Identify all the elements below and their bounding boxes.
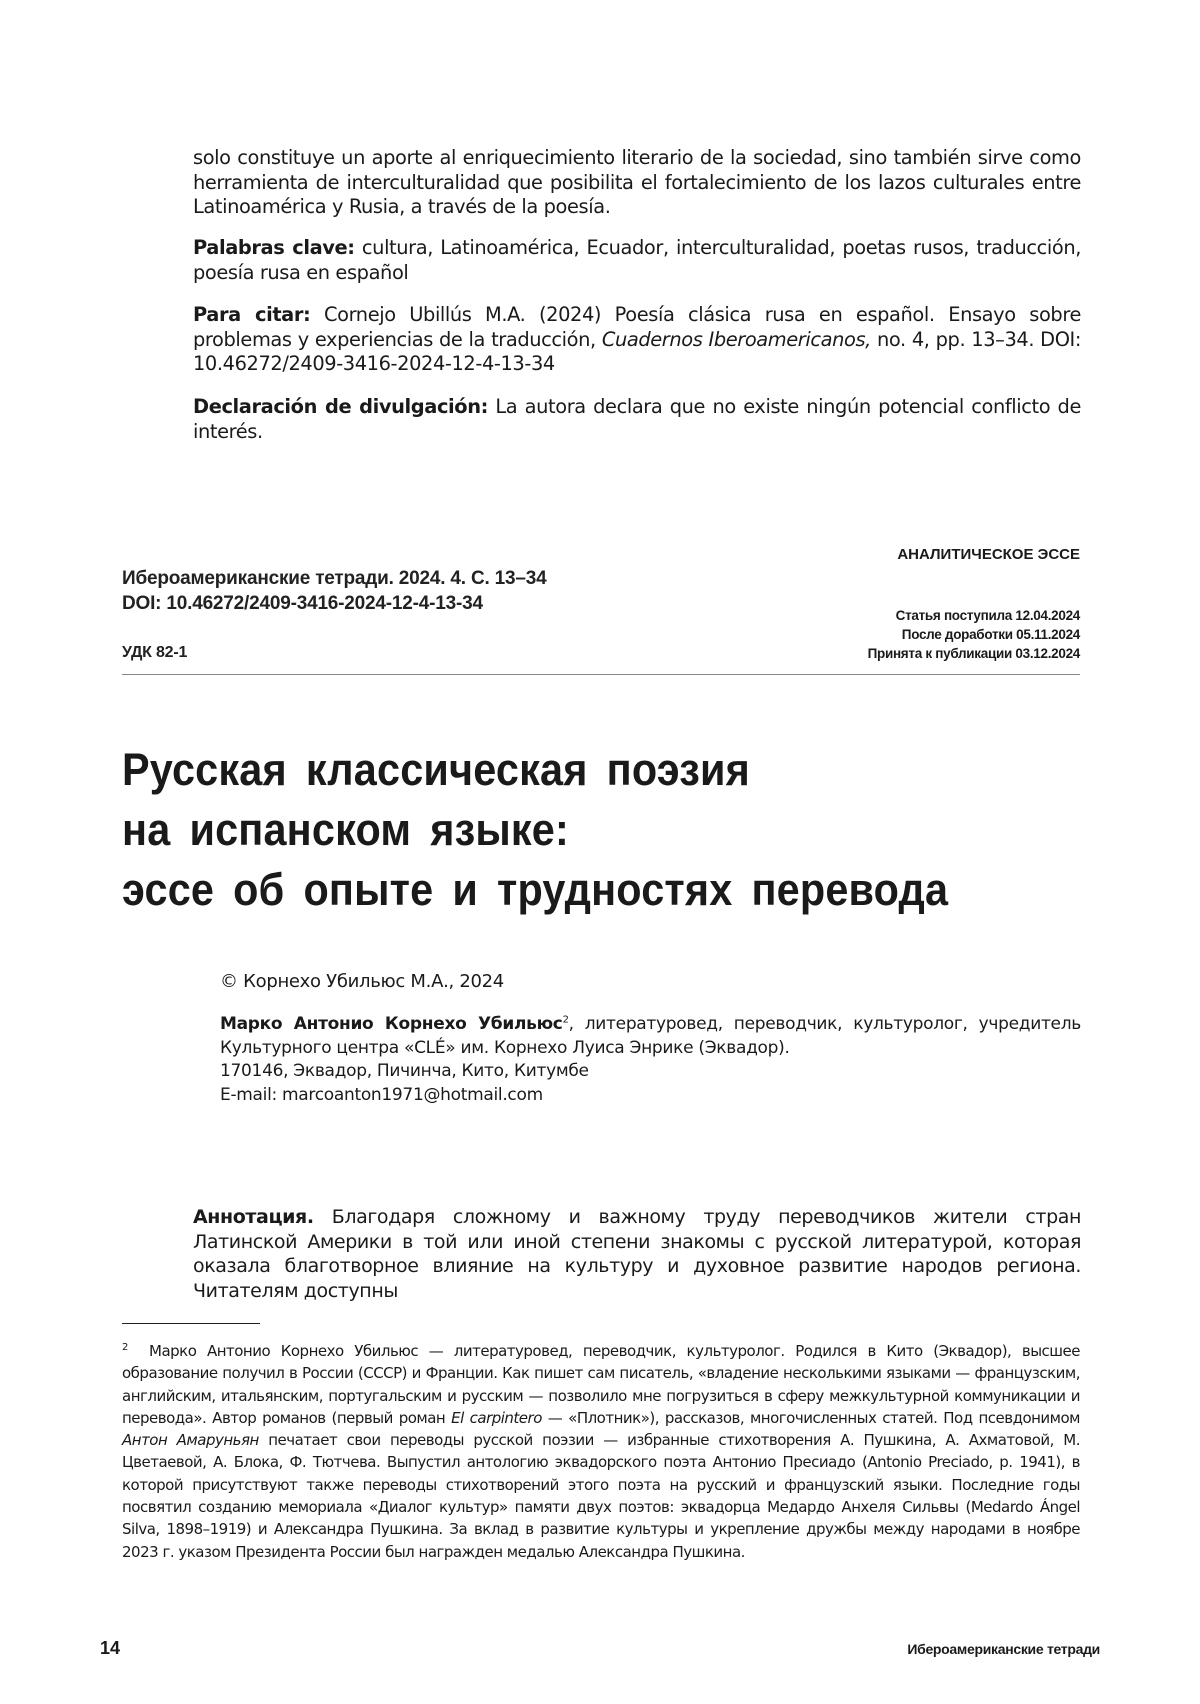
annotation-label: Аннотация. <box>193 1206 314 1228</box>
author-address: 170146, Эквадор, Пичинча, Кито, Китумбе <box>220 1061 589 1081</box>
abstract-es-tail: solo constituye un aporte al enriquecimiento literario de la sociedad, sino también sirve como herramienta de interculturalidad que posibilita el fortalecimiento de los lazos culturales entre Latinoamérica y Rusia, a través de la poesía. <box>193 146 1081 218</box>
keywords-es <box>193 236 1081 285</box>
author-name: Марко Антонио Корнехо Убильюс <box>220 1014 563 1034</box>
header-divider <box>122 674 1080 675</box>
author-email[interactable]: E-mail: marcoanton1971@hotmail.com <box>220 1085 543 1105</box>
footnote-mark: 2 <box>122 1342 128 1353</box>
disclosure-label: Declaración de divulgación: <box>193 395 488 418</box>
title-line-1: Русская классическая поэзия <box>122 744 751 795</box>
footnote: $^2$ Марко Антонио Корнехо Убильюс — литературовед, переводчик, культуролог. Родился в Кито (Эквадор), высшее образование получил в России (СССР) и Франции. Как пишет сам писатель, «владение несколькими языками — французским, английским, итальянским, португальским и русским — позволило мне погрузиться в сферу межкультурной коммуникации и перевода». Автор романов (первый роман El carpintero — «Плотник»), рассказов, многочисленных статей. Под псевдонимом Антон Амаруньян печатает свои переводы русской поэзии — избранные стихотворения А. Пушкина, А. Ахматовой, М. Цветаевой, А. Блока, Ф. Тютчева. Выпустил антологию эквадорского поэта Антонио Пресиадо (Antonio Preciado, р. 1941), в которой присутствуют также переводы стихотворений этого поэта на русский и французский языки. Последние годы посвятил созданию мемориала «Диалог культур» памяти двух поэтов: эквадорца Медардо Анхеля Сильвы (Medardo Ángel Silva, 1898–1919) и Александра Пушкина. За вклад в развитие культуры и укрепление дружбы между народами в ноябре 2023 г. указом Президента России был награжден медалью Александра Пушкина. <box>122 1342 1080 1561</box>
doi-reference: DOI: 10.46272/2409-3416-2024-12-4-13-34 <box>122 593 483 614</box>
disclosure-es <box>193 395 1081 444</box>
citation-label: Para citar: <box>193 303 311 326</box>
citation-es: Para citar: Cornejo Ubillús M.A. (2024) Poesía clásica rusa en español. Ensayo sobre problemas y experiencias de la traducción, Cuadernos Iberoamericanos, no. 4, pp. 13–34. DOI: 10.46272/2409-3416-2024-12-4-13-34 <box>193 303 1082 375</box>
page-number: 14 <box>100 1638 121 1658</box>
keywords-label: Palabras clave: <box>193 236 355 259</box>
udk-code: УДК 82-1 <box>122 644 188 661</box>
section-label: АНАЛИТИЧЕСКОЕ ЭССЕ <box>897 546 1080 563</box>
journal-name: Cuadernos Iberoamericanos, <box>601 327 871 351</box>
date-received: Статья поступила 12.04.2024 <box>895 608 1080 623</box>
disclosure-text: La autora declara que no existe ningún potencial conflicto de interés. <box>193 395 1081 443</box>
copyright-line: © Корнехо Убильюс М.А., 2024 <box>220 971 504 992</box>
title-line-3: эссе об опыте и трудностях перевода <box>122 864 949 915</box>
keywords-text: cultura, Latinoamérica, Ecuador, interculturalidad, poetas rusos, traducción, poesía rusa en español <box>193 236 1082 284</box>
author-info <box>220 1013 1081 1060</box>
date-accepted: Принята к публикации 03.12.2024 <box>867 646 1080 661</box>
title-line-2: на испанском языке: <box>122 804 569 855</box>
article-title <box>122 740 950 920</box>
running-footer: Ибероамериканские тетради <box>907 1641 1100 1657</box>
journal-reference: Ибероамериканские тетради. 2024. 4. С. 13–34 <box>122 568 547 589</box>
annotation-text: Благодаря сложному и важному труду переводчиков жители стран Латинской Америки в той или иной степени знакомы с русской литературой, которая оказала благотворное влияние на культуру и духовное развитие народов региона. Читателям доступны <box>193 1206 1082 1302</box>
footnote-ref[interactable]: 2 <box>562 1014 569 1026</box>
author-description: , литературовед, переводчик, культуролог, учредитель Культурного центра «CLÉ» им. Корнехо Луиса Энрике (Эквадор). <box>220 1014 1081 1058</box>
footnote-divider <box>122 1323 260 1324</box>
annotation-ru <box>193 1205 1081 1303</box>
date-revised: После доработки 05.11.2024 <box>901 627 1080 642</box>
